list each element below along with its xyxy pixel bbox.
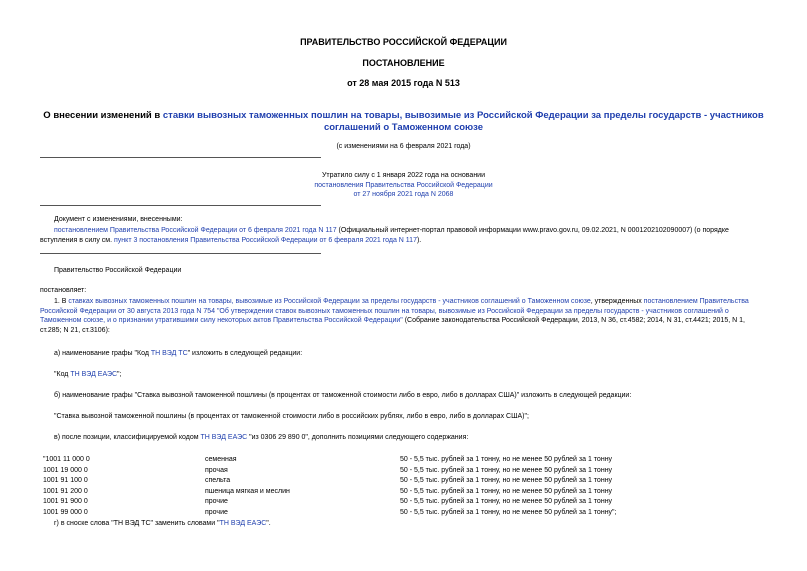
amended-by-label: Документ с изменениями, внесенными: xyxy=(54,216,183,223)
item-b-new: "Ставка вывозной таможенной пошлины (в процентах от таможенной стоимости либо в российских рублях, либо в евро, либо в долларах США)"; xyxy=(54,413,529,420)
table-code: 1001 99 000 0 xyxy=(43,508,88,516)
table-rate: 50 - 5,5 тыс. рублей за 1 тонну, но не менее 50 рублей за 1 тонну xyxy=(400,498,613,505)
expiry-link-date[interactable]: от 27 ноября 2021 года N 2068 xyxy=(353,191,454,198)
document-type: ПОСТАНОВЛЕНИЕ xyxy=(362,58,445,68)
title-prefix: О внесении изменений в xyxy=(43,110,163,121)
divider xyxy=(40,205,321,206)
item-a-new: "Код ТН ВЭД ЕАЭС"; xyxy=(54,371,122,378)
changes-note: (с изменениями на 6 февраля 2021 года) xyxy=(336,143,471,150)
table-name: спельта xyxy=(205,477,231,484)
item-a-new-link[interactable]: ТН ВЭД ЕАЭС xyxy=(70,371,118,378)
p1-link-rates[interactable]: ставках вывозных таможенных пошлин на товары, вывозимые из Российской Федерации за пределы государств - участников соглашений о Таможенном союзе xyxy=(68,298,591,305)
amended-by-text1: (Официальный интернет-портал правовой информации www.pravo.gov.ru, 09.02.2021, N 0001202102090007) (о порядке вступления в силу см. xyxy=(40,227,729,244)
table-code: "1001 11 000 0 xyxy=(43,456,90,463)
table-rate: 50 - 5,5 тыс. рублей за 1 тонну, но не менее 50 рублей за 1 тонну xyxy=(400,487,613,495)
divider xyxy=(40,157,321,158)
table-rate: 50 - 5,5 тыс. рублей за 1 тонну, но не менее 50 рублей за 1 тонну xyxy=(400,477,613,484)
item-v: в) после позиции, классифицируемой кодом ТН ВЭД ЕАЭС "из 0306 29 890 0", дополнить позициями следующего содержания: xyxy=(54,434,469,441)
item-a: а) наименование графы "Код ТН ВЭД ТС" изложить в следующей редакции: xyxy=(54,350,303,357)
item-a-link[interactable]: ТН ВЭД ТС xyxy=(150,350,188,357)
table-name: прочие xyxy=(205,508,228,516)
expiry-link-decree[interactable]: постановления Правительства Российской Федерации xyxy=(314,181,493,189)
table-name: прочая xyxy=(205,466,228,474)
expiry-text: Утратило силу с 1 января 2022 года на основании xyxy=(321,172,486,179)
table-name: пшеница мягкая и меслин xyxy=(205,487,290,495)
document-date: от 28 мая 2015 года N 513 xyxy=(347,78,460,88)
table-rate: 50 - 5,5 тыс. рублей за 1 тонну, но не менее 50 рублей за 1 тонну xyxy=(400,466,613,474)
decrees-text: постановляет: xyxy=(40,287,87,294)
amended-by-paragraph xyxy=(40,226,767,245)
table-code: 1001 91 100 0 xyxy=(43,477,88,484)
table-rate: 50 - 5,5 тыс. рублей за 1 тонну, но не менее 50 рублей за 1 тонну xyxy=(400,456,613,463)
table-code: 1001 91 900 0 xyxy=(43,498,88,505)
amended-by-text2: ). xyxy=(416,236,422,244)
item-g: г) в сноске слова "ТН ВЭД ТС" заменить словами "ТН ВЭД ЕАЭС". xyxy=(54,520,271,527)
table-name: прочие xyxy=(205,498,228,505)
gov-rf-text: Правительство Российской Федерации xyxy=(54,267,182,274)
expiry-note xyxy=(0,171,807,200)
table-rate: 50 - 5,5 тыс. рублей за 1 тонну, но не менее 50 рублей за 1 тонну"; xyxy=(400,508,617,516)
amended-by-link1[interactable]: постановлением Правительства Российской Федерации от 6 февраля 2021 года N 117 xyxy=(54,227,337,234)
item-b: б) наименование графы "Ставка вывозной таможенной пошлины (в процентах от таможенной стоимости либо в евро, либо в долларах США)" изложить в следующей редакции: xyxy=(54,392,632,399)
divider xyxy=(40,253,321,254)
amended-by-link2[interactable]: пункт 3 постановления Правительства Российской Федерации от 6 февраля 2021 года N 117 xyxy=(114,236,417,244)
item-g-link[interactable]: ТН ВЭД ЕАЭС xyxy=(219,520,267,527)
document-title xyxy=(40,110,767,134)
p1-link-decree[interactable]: постановлением Правительства Российской Федерации от 30 августа 2013 года N 754 "Об утверждении ставок вывозных таможенных пошлин на товары, вывозимые из Российской Федерации за пределы государств - участников соглашений о Таможенном союзе, и о признании утратившими силу некоторых актов Правительства Российской Федерации" xyxy=(40,298,749,325)
table-code: 1001 91 200 0 xyxy=(43,487,88,495)
table-code: 1001 19 000 0 xyxy=(43,466,88,474)
item-v-link[interactable]: ТН ВЭД ЕАЭС xyxy=(200,434,248,441)
paragraph-1: 1. В ставках вывозных таможенных пошлин на товары, вывозимые из Российской Федерации за пределы государств - участников соглашений о Таможенном союзе, утвержденных постановлением Правительства Российской Федерации от 30 августа 2013 года N 754 "Об утверждении ставок вывозных таможенных пошлин на товары, вывозимые из Российской Федерации за пределы государств - участников соглашений о Таможенном союзе, и о признании утратившими силу некоторых актов Правительства Российской Федерации" (Собрание законодательства Российской Федерации, 2013, N 36, ст.4582; 2014, N 31, ст.4421; 2015, N 1, ст.285; N 21, ст.3106): xyxy=(40,298,749,334)
government-heading: ПРАВИТЕЛЬСТВО РОССИЙСКОЙ ФЕДЕРАЦИИ xyxy=(300,37,507,47)
title-link[interactable]: ставки вывозных таможенных пошлин на товары, вывозимые из Российской Федерации за пределы государств - участников соглашений о Таможенном союзе xyxy=(162,110,764,133)
table-name: семенная xyxy=(205,456,237,463)
